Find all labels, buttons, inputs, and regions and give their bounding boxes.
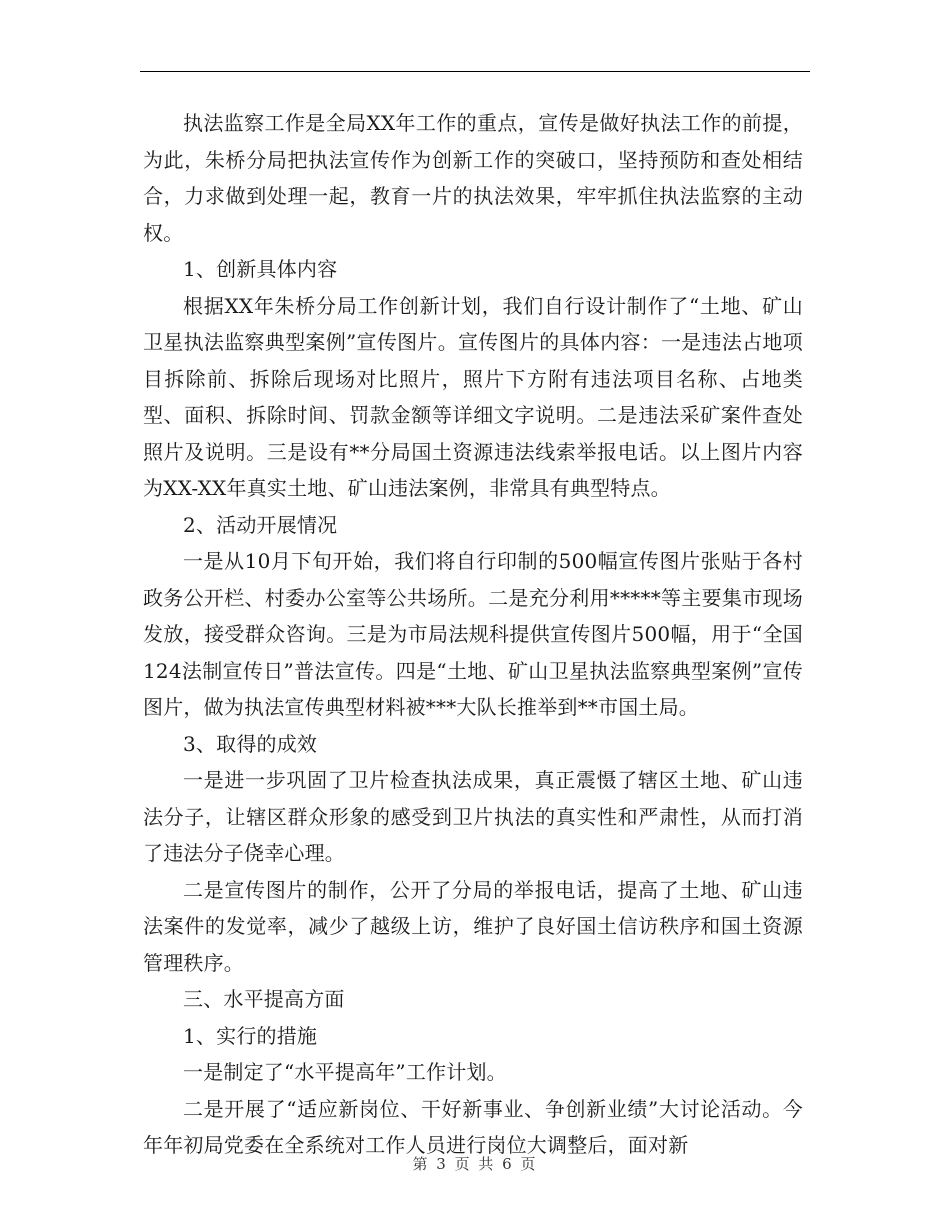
section-heading: 三、水平提高方面 [183, 987, 345, 1011]
document-body [143, 105, 803, 1164]
page-number-footer: 第 3 页 共 6 页 [412, 1155, 538, 1173]
paragraph: 二是开展了“适应新岗位、干好新事业、争创新业绩”大讨论活动。今年年初局党委在全系统对工作人员进行岗位大调整后，面对新 [143, 1096, 803, 1157]
paragraph: 一是制定了“水平提高年”工作计划。 [183, 1060, 507, 1084]
section-heading: 3、取得的成效 [183, 731, 318, 756]
header-rule [140, 71, 810, 72]
section-heading: 2、活动开展情况 [183, 512, 338, 537]
section-heading: 1、创新具体内容 [183, 257, 338, 281]
section-heading: 1、实行的措施 [183, 1023, 318, 1048]
paragraph: 执法监察工作是全局XX年工作的重点，宣传是做好执法工作的前提，为此，朱桥分局把执法宣传作为创新工作的突破口，坚持预防和查处相结合，力求做到处理一起，教育一片的执法效果，牢牢抓住执法监察的主动权。 [143, 111, 803, 245]
paragraph: 一是进一步巩固了卫片检查执法成果，真正震慑了辖区土地、矿山违法分子，让辖区群众形象的感受到卫片执法的真实性和严肃性，从而打消了违法分子侥幸心理。 [143, 768, 803, 865]
paragraph: 根据XX年朱桥分局工作创新计划，我们自行设计制作了“土地、矿山卫星执法监察典型案例”宣传图片。宣传图片的具体内容：一是违法占地项目拆除前、拆除后现场对比照片，照片下方附有违法项目名称、占地类型、面积、拆除时间、罚款金额等详细文字说明。二是违法采矿案件查处照片及说明。三是设有**分局国土资源违法线索举报电话。以上图片内容为XX-XX年真实土地、矿山违法案例，非常具有典型特点。 [143, 293, 803, 500]
paragraph: 二是宣传图片的制作，公开了分局的举报电话，提高了土地、矿山违法案件的发觉率，减少了越级上访，维护了良好国土信访秩序和国土资源管理秩序。 [143, 877, 803, 975]
paragraph: 一是从10月下旬开始，我们将自行印制的500幅宣传图片张贴于各村政务公开栏、村委办公室等公共场所。二是充分利用*****等主要集市现场发放，接受群众咨询。三是为市局法规科提供宣传图片500幅，用于“全国124法制宣传日”普法宣传。四是“土地、矿山卫星执法监察典型案例”宣传图片，做为执法宣传典型材料被***大队长推举到**市国土局。 [143, 549, 803, 719]
